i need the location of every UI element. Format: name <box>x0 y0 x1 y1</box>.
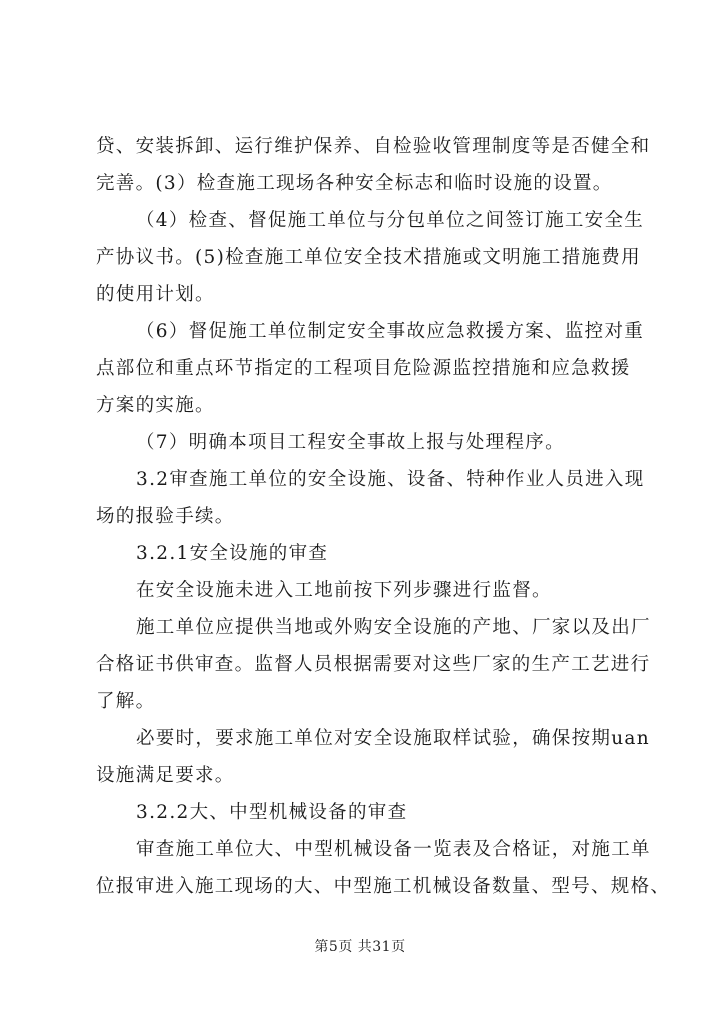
text-line: 合格证书供审查。监督人员根据需要对这些厂家的生产工艺进行 <box>96 654 651 675</box>
text-line: 设施满足要求。 <box>96 765 235 786</box>
text-line: 完善。(3）检查施工现场各种安全标志和临时设施的设置。 <box>96 173 613 194</box>
text-line: 审查施工单位大、中型机械设备一览表及合格证，对施工单 <box>136 839 651 860</box>
page-number-footer: 第5页 共31页 <box>314 939 406 955</box>
text-line: 在安全设施未进入工地前按下列步骤进行监督。 <box>136 580 552 601</box>
text-line: 贷、安装拆卸、运行维护保养、自检验收管理制度等是否健全和 <box>96 136 651 157</box>
text-line: 点部位和重点环节指定的工程项目危险源监控措施和应急救援 <box>96 358 631 379</box>
text-line: 方案的实施。 <box>96 395 215 416</box>
subsection-heading: 3.2.1安全设施的审查 <box>136 543 329 564</box>
text-line: 施工单位应提供当地或外购安全设施的产地、厂家以及出厂 <box>136 617 651 638</box>
text-line: （6）督促施工单位制定安全事故应急救援方案、监控对重 <box>136 321 645 342</box>
text-line: 场的报验手续。 <box>96 506 235 527</box>
text-line: 位报审进入施工现场的大、中型施工机械设备数量、型号、规格、 <box>96 876 671 897</box>
text-line: 必要时，要求施工单位对安全设施取样试验，确保按期uan <box>136 728 650 749</box>
text-line: 了解。 <box>96 691 156 712</box>
text-line: 的使用计划。 <box>96 284 215 305</box>
text-line: （4）检查、督促施工单位与分包单位之间签订施工安全生 <box>136 210 645 231</box>
text-line: （7）明确本项目工程安全事故上报与处理程序。 <box>136 432 565 453</box>
document-body <box>96 132 671 909</box>
section-heading: 3.2审查施工单位的安全设施、设备、特种作业人员进入现 <box>136 469 645 490</box>
subsection-heading: 3.2.2大、中型机械设备的审查 <box>136 802 408 823</box>
text-line: 产协议书。(5)检查施工单位安全技术措施或文明施工措施费用 <box>96 247 641 268</box>
